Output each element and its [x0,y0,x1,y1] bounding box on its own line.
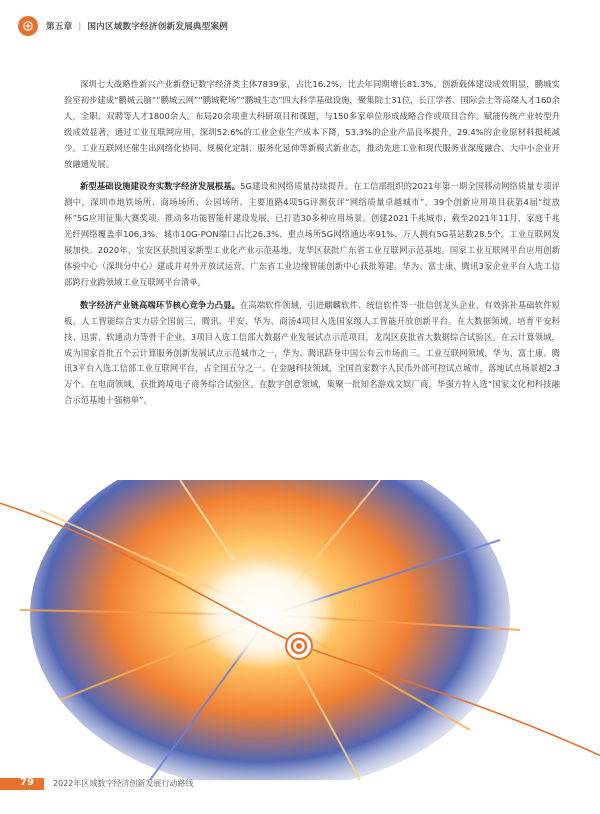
paragraph-3-text: 在高端软件领域，引进麒麟软件、统信软件等一批信创龙头企业，有效弥补基础软件短板。人工智能综合实力居全国前三，腾讯、平安、华为、商汤4项目入选国家级人工智能开放创新平台。在大数据领域，培育平安科技、迅雷、软通动力等骨干企业，3项目入选工信部大数据产业发展试点示范项目，龙岗区获批省大数据综合试验区。在云计算领域，成为国家首批五个云计算服务创新发展试点示范城市之一，华为、腾讯跻身中国公有云市场前三。工业互联网领域，华为、富士康、腾讯3平台入选工信部工业互联网平台，占全国五分之一。在金融科技领域，全国首家数字人民币外部可控试点城市，落地试点场景超2.3万个。在电商领域，获批跨境电子商务综合试验区。在数字创意领域，集聚一批知名游戏文娱厂商，华强方特入选“国家文化和科技融合示范基地十强榜单”。 [64,299,561,406]
tunnel-core [195,560,335,670]
digital-tunnel-illustration [0,480,600,780]
paragraph-2 [64,179,560,290]
chapter-label: 第五章 [46,22,73,32]
book-title: 2022年区域数字经济创新发展行动路线 [53,779,194,788]
orange-ring-marker-icon [286,633,312,659]
paragraph-1-text: 深圳七大战略性新兴产业新登记数字经济类主体7839家，占比16.2%，比去年同期增长81.3%。创新载体建设成效明显，鹏城实验室初步建成“鹏城云脑”“鹏城云网”“鹏城靶场”“鹏城生态”四大科学基础设施，聚集院士31位，长江学者、国际会士等高端人才160余人，全职、双聘等人才1800余人。布局20余项重大科研项目和课题，与150多家单位形成战略合作或项目合作。赋能传统产业转型升级成效显著，通过工业互联网应用，深圳52.6%的工业企业生产成本下降，53.3%的企业产品良率提升，29.4%的企业原材料损耗减少。工业互联网还催生出网络化协同、规模化定制、服务化延伸等新模式新业态，推动先进工业和现代服务业深度融合、大中小企业开放融通发展。 [64,79,560,169]
running-header [46,20,228,32]
paragraph-3-lead: 数字经济产业链高端环节核心竞争力凸显。 [80,299,241,310]
chapter-title: 国内区域数字经济创新发展典型案例 [87,22,229,32]
paragraph-2-lead: 新型基础设施建设夯实数字经济发展根基。 [80,181,241,192]
header-separator: | [78,22,82,32]
page-header [18,15,228,37]
paragraph-3 [64,298,560,409]
article-body [64,77,560,409]
paragraph-1 [64,77,560,172]
page-number: 79 [20,777,34,788]
publisher-logo-icon [18,16,38,36]
page-footer [0,778,600,790]
paragraph-2-text: 5G建设和网络质量持续提升。在工信部组织的2021年第一期全国移动网络质量专项评测中，深圳市地铁场所、商场场所、公园场所、主要道路4项5G评测获评“网络质量卓越城市”，39个创新应用项目获第4届“绽放杯”5G应用征集大赛奖项。推动多功能智能杆建设发展，已打造30多种应用场景。创建2021千兆城市，截至2021年11月，家庭千兆光纤网络覆盖率106.3%、城市10G-PON端口占比26.3%、重点场所5G网络通达率91%、万人拥有5G基站数28.5个。工业互联网发展加快。2020年，宝安区获批国家新型工业化产业示范基地，龙华区获批广东省工业互联网示范基地。国家工业互联网平台应用创新体验中心（深圳分中心）建成并对外开放试运营，广东省工业边缘智能创新中心获批筹建。华为、富士康、腾讯3家企业平台入选工信部跨行业跨领域工业互联网平台清单。 [64,181,560,287]
